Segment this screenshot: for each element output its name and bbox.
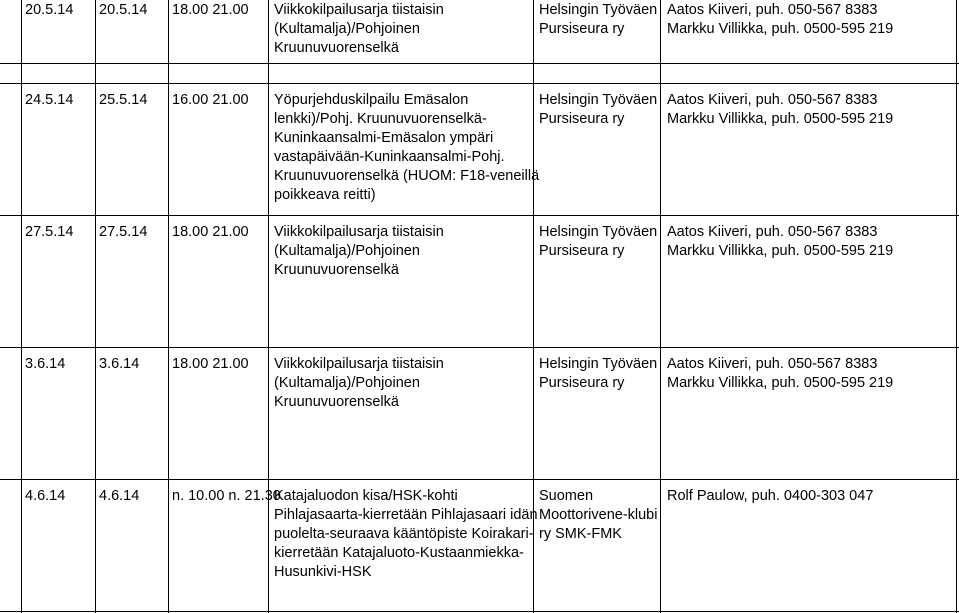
event-cell	[274, 355, 444, 412]
event-line: Yöpurjehduskilpailu Emäsalon	[274, 92, 469, 108]
organizer-line: Helsingin Työväen	[539, 356, 658, 372]
start-date-cell: 20.5.14	[25, 2, 74, 18]
organizer-cell	[539, 487, 657, 544]
event-line: Viikkokilpailusarja tiistaisin	[274, 224, 444, 240]
end-date-cell: 25.5.14	[99, 92, 148, 108]
contact-cell	[667, 487, 873, 506]
organizer-line: Pursiseura ry	[539, 21, 625, 37]
time-cell: 18.00 21.00	[172, 2, 249, 18]
event-line: (Kultamalja)/Pohjoinen	[274, 243, 420, 259]
contact-line: Aatos Kiiveri, puh. 050-567 8383	[667, 224, 878, 240]
organizer-line: Helsingin Työväen	[539, 2, 658, 18]
event-line: Husunkivi-HSK	[274, 564, 372, 580]
organizer-line: Helsingin Työväen	[539, 92, 658, 108]
organizer-cell	[539, 355, 657, 393]
event-line: Viikkokilpailusarja tiistaisin	[274, 356, 444, 372]
column-divider	[168, 0, 169, 613]
event-line: puolelta-seuraava kääntöpiste Koirakari-	[274, 526, 534, 542]
end-date-cell: 27.5.14	[99, 224, 148, 240]
column-divider	[95, 0, 96, 613]
contact-line: Rolf Paulow, puh. 0400-303 047	[667, 488, 874, 504]
time-cell: n. 10.00 n. 21.30	[172, 488, 281, 504]
start-date-cell: 3.6.14	[25, 356, 66, 372]
event-line: Pihlajasaarta-kierretään Pihlajasaari idän	[274, 507, 538, 523]
organizer-line: Pursiseura ry	[539, 375, 625, 391]
contact-cell	[667, 223, 893, 261]
event-cell	[274, 91, 539, 205]
organizer-cell	[539, 1, 657, 39]
column-divider	[268, 0, 269, 613]
time-cell: 16.00 21.00	[172, 92, 249, 108]
contact-line: Markku Villikka, puh. 0500-595 219	[667, 21, 894, 37]
event-line: Kuninkaansalmi-Emäsalon ympäri	[274, 130, 494, 146]
end-date-cell: 4.6.14	[99, 488, 140, 504]
contact-line: Markku Villikka, puh. 0500-595 219	[667, 111, 894, 127]
event-line: (Kultamalja)/Pohjoinen	[274, 375, 420, 391]
organizer-line: ry SMK-FMK	[539, 526, 622, 542]
event-cell	[274, 223, 444, 280]
row-divider	[0, 479, 959, 480]
contact-line: Markku Villikka, puh. 0500-595 219	[667, 243, 894, 259]
event-line: vastapäivään-Kuninkaansalmi-Pohj.	[274, 149, 505, 165]
contact-cell	[667, 355, 893, 393]
organizer-line: Suomen	[539, 488, 594, 504]
start-date-cell: 24.5.14	[25, 92, 74, 108]
row-divider	[0, 63, 959, 64]
row-divider	[0, 611, 959, 612]
event-line: kierretään Katajaluoto-Kustaanmiekka-	[274, 545, 524, 561]
event-line: Kruunuvuorenselkä	[274, 394, 399, 410]
organizer-cell	[539, 223, 657, 261]
event-line: Viikkokilpailusarja tiistaisin	[274, 2, 444, 18]
start-date-cell: 27.5.14	[25, 224, 74, 240]
contact-cell	[667, 1, 893, 39]
column-divider	[21, 0, 22, 613]
column-divider	[660, 0, 661, 613]
event-line: lenkki)/Pohj. Kruunuvuorenselkä-	[274, 111, 487, 127]
organizer-cell	[539, 91, 657, 129]
column-divider	[956, 0, 957, 613]
organizer-line: Helsingin Työväen	[539, 224, 658, 240]
event-line: Katajaluodon kisa/HSK-kohti	[274, 488, 458, 504]
end-date-cell: 20.5.14	[99, 2, 148, 18]
contact-line: Markku Villikka, puh. 0500-595 219	[667, 375, 894, 391]
event-line: poikkeava reitti)	[274, 187, 376, 203]
contact-line: Aatos Kiiveri, puh. 050-567 8383	[667, 356, 878, 372]
row-divider	[0, 347, 959, 348]
organizer-line: Pursiseura ry	[539, 243, 625, 259]
contact-cell	[667, 91, 893, 129]
row-divider	[0, 215, 959, 216]
event-cell	[274, 487, 538, 582]
row-divider	[0, 83, 959, 84]
event-line: Kruunuvuorenselkä	[274, 262, 399, 278]
event-cell	[274, 1, 444, 58]
end-date-cell: 3.6.14	[99, 356, 140, 372]
time-cell: 18.00 21.00	[172, 224, 249, 240]
organizer-line: Moottorivene-klubi	[539, 507, 658, 523]
contact-line: Aatos Kiiveri, puh. 050-567 8383	[667, 92, 878, 108]
event-line: Kruunuvuorenselkä	[274, 40, 399, 56]
organizer-line: Pursiseura ry	[539, 111, 625, 127]
event-line: Kruunuvuorenselkä (HUOM: F18-veneillä	[274, 168, 540, 184]
time-cell: 18.00 21.00	[172, 356, 249, 372]
start-date-cell: 4.6.14	[25, 488, 66, 504]
contact-line: Aatos Kiiveri, puh. 050-567 8383	[667, 2, 878, 18]
event-line: (Kultamalja)/Pohjoinen	[274, 21, 420, 37]
